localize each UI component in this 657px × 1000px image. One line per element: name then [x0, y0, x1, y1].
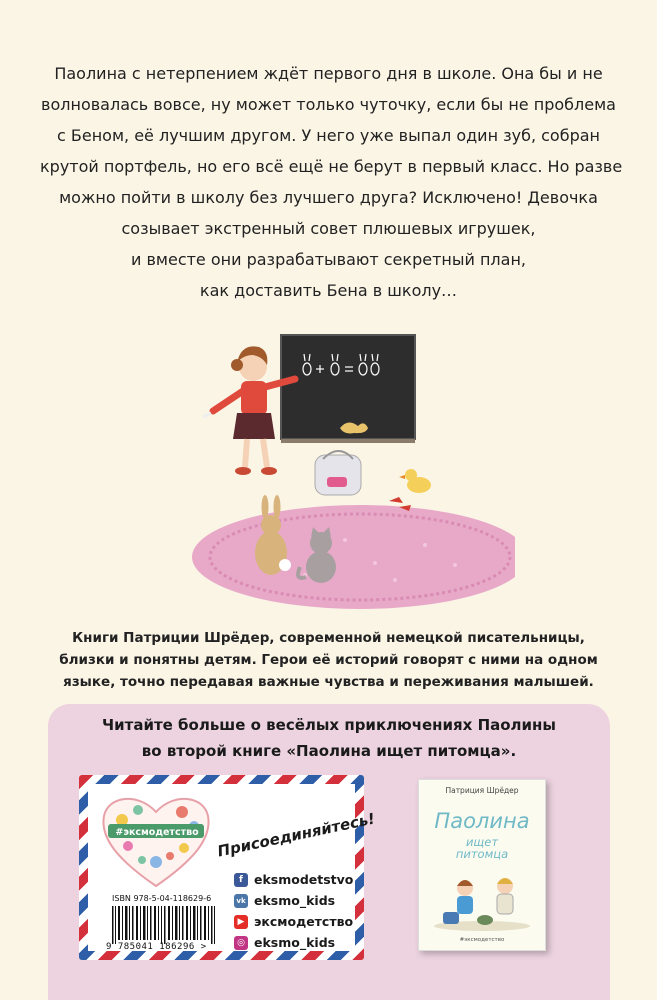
join-heading: Присоединяйтесь! — [215, 809, 377, 861]
description-line: с Беном, её лучшим другом. У него уже выпал один зуб, собран — [57, 126, 600, 145]
promo-line: Читайте больше о весёлых приключениях Паолины — [102, 716, 556, 734]
author-note — [40, 627, 617, 693]
description-line: Паолина с нетерпением ждёт первого дня в школе. Она бы и не — [54, 64, 603, 83]
description-line: и вместе они разрабатывают секретный план, — [130, 250, 526, 269]
barcode — [110, 906, 225, 944]
description-line: волновалась вовсе, ну может только чуточку, если бы не проблема — [41, 95, 616, 114]
vk-icon: vk — [234, 894, 248, 908]
promo-text — [48, 712, 610, 764]
description-line: можно пойти в школу без лучшего друга? Исключено! Девочка — [59, 188, 598, 207]
promo-line: во второй книге «Паолина ищет питомца». — [141, 742, 517, 760]
social-list — [234, 869, 353, 953]
social-item-youtube[interactable] — [234, 911, 353, 932]
book-publisher: #эксмодетство — [459, 937, 505, 943]
social-label: eksmodetstvo — [254, 872, 354, 887]
social-item-instagram[interactable] — [234, 932, 353, 953]
book-subtitle-line: питомца — [455, 847, 509, 861]
instagram-icon: ◎ — [234, 936, 248, 950]
description-text — [40, 58, 623, 306]
social-item-facebook[interactable] — [234, 869, 353, 890]
author-note-line: языке, точно передавая важные чувства и переживания малышей. — [63, 674, 594, 690]
description-line: крутой портфель, но его всё ещё не берут в первый класс. Но разве — [40, 157, 623, 176]
book-subtitle — [419, 836, 545, 860]
duck — [399, 469, 431, 493]
book-title: Паолина — [434, 809, 530, 833]
heart-logo — [98, 790, 214, 890]
description-line: созывает экстренный совет плюшевых игрушек, — [121, 219, 536, 238]
backpack — [315, 451, 361, 495]
book-cover-illustration — [429, 870, 535, 932]
social-label: eksmo_kids — [254, 935, 336, 950]
rug — [192, 505, 515, 609]
facebook-icon: f — [234, 873, 248, 887]
author-note-line: близки и понятны детям. Герои её историй говорят с ними на одном — [59, 652, 598, 668]
book-author: Патриция Шрёдер — [445, 786, 519, 795]
description-line: как доставить Бена в школу… — [199, 281, 458, 300]
book-subtitle-line: ищет — [465, 835, 499, 849]
isbn-text: ISBN 978-5-04-118629-6 — [112, 894, 212, 903]
hashtag-label: #эксмодетство — [115, 827, 199, 838]
barcode-number: 9 785041 186296 > — [106, 942, 207, 952]
youtube-icon: ▶ — [234, 915, 248, 929]
book-cover[interactable] — [418, 779, 546, 951]
classroom-illustration — [175, 325, 515, 615]
envelope-card — [79, 775, 377, 960]
envelope-inner — [88, 784, 377, 952]
social-label: eksmo_kids — [254, 893, 336, 908]
social-label: эксмодетство — [254, 914, 354, 929]
social-item-vk[interactable] — [234, 890, 353, 911]
author-note-line: Книги Патриции Шрёдер, современной немецкой писательницы, — [72, 630, 585, 646]
